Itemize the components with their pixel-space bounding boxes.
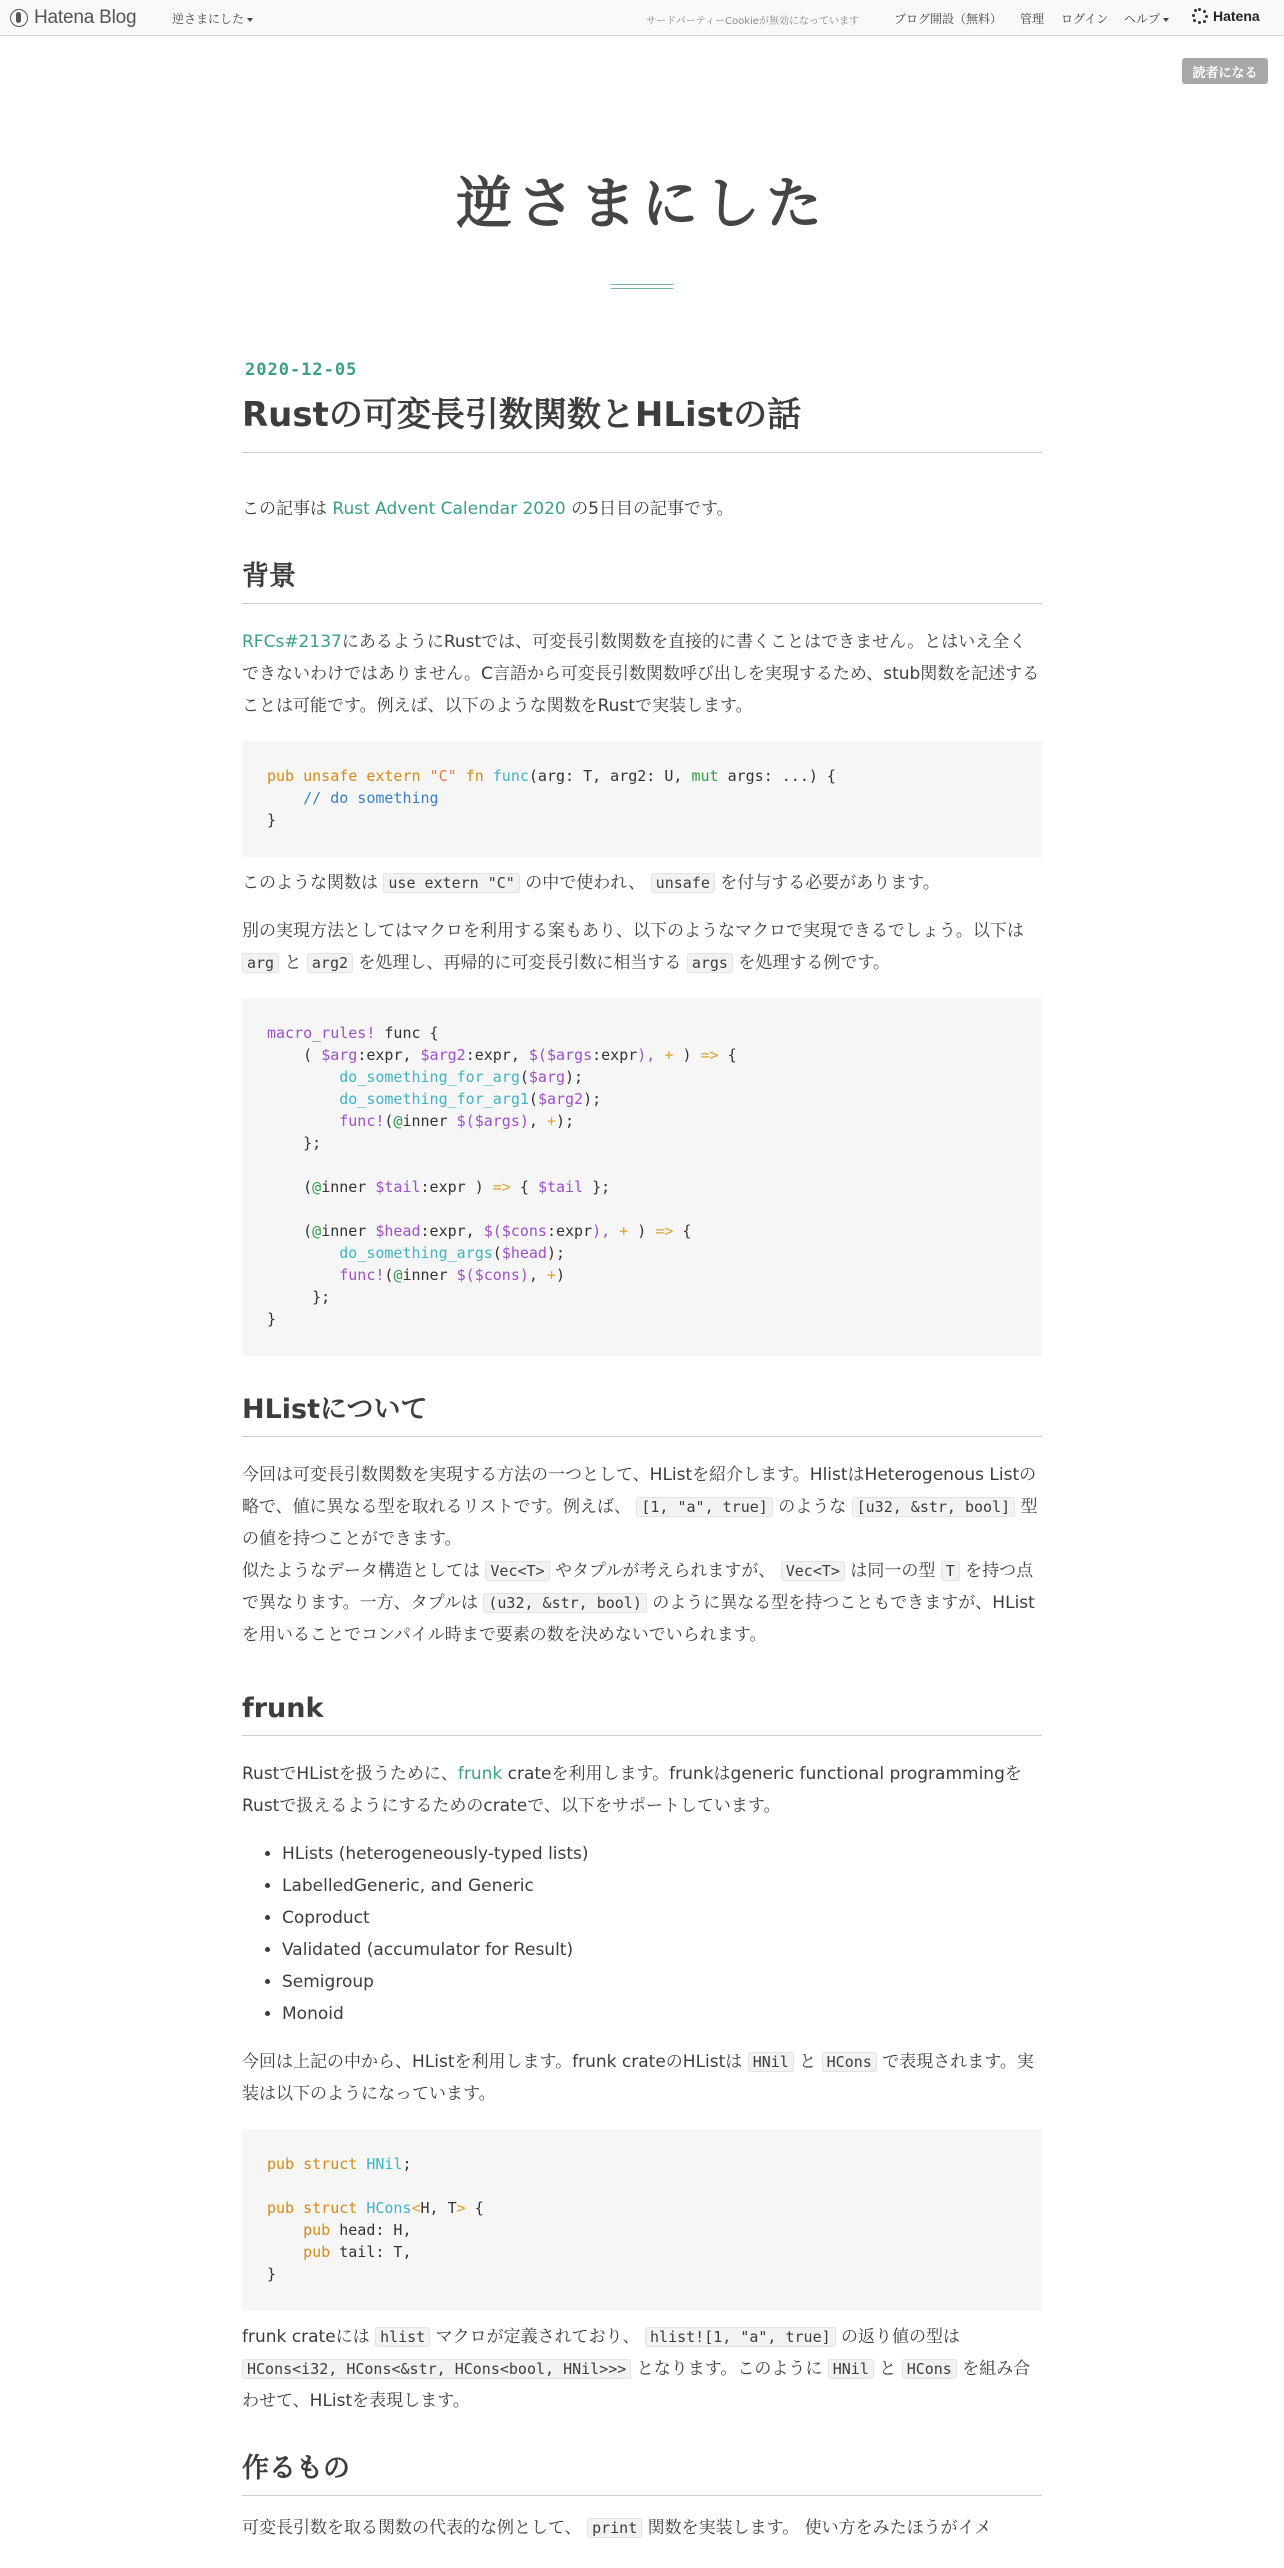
code-token: + (546, 1266, 556, 1284)
code-token: ), (592, 1222, 611, 1240)
blog-name-label: 逆さまにした (172, 12, 245, 26)
code-token: ( (303, 1046, 322, 1064)
code-token: struct (303, 2199, 358, 2217)
code-token: :expr, (465, 1046, 529, 1064)
code-token: pub (267, 2199, 295, 2217)
inline-code: hlist![1, "a", true] (645, 2327, 836, 2347)
code-token: + (546, 1112, 556, 1130)
advent-calendar-link[interactable]: Rust Advent Calendar 2020 (332, 499, 566, 519)
code-token: @ (312, 1178, 322, 1196)
code-token: HCons (366, 2199, 412, 2217)
code-token: => (492, 1178, 511, 1196)
code-token: => (655, 1222, 674, 1240)
hatena-blog-logo[interactable] (10, 7, 136, 29)
code-token: { (718, 1046, 737, 1064)
code-block-hlist (242, 2129, 1042, 2311)
title-divider (611, 284, 673, 289)
text: にあるようにRustでは、可変長引数関数を直接的に書くことはできません。とはいえ全くできないわけではありません。C言語から可変長引数関数呼び出しを実現するため、stub関数を記述することは可能です。例えば、以下のような関数をRustで実装します。 (242, 632, 1040, 716)
code-token: H, T (420, 2199, 457, 2217)
code-token: @ (393, 1112, 403, 1130)
code-token: , (528, 1266, 547, 1284)
code-comment: // do something (303, 789, 439, 807)
code-token: head: H, (330, 2221, 412, 2239)
global-header (0, 0, 1284, 36)
code-token: ( (303, 1178, 313, 1196)
hatena-menu[interactable] (1192, 8, 1260, 24)
code-token: } (267, 1310, 277, 1328)
text: 可変長引数を取る関数の代表的な例として、 (242, 2518, 588, 2538)
code-token: ) (556, 1266, 566, 1284)
list-item: • Monoid (282, 1998, 1042, 2030)
background-paragraph-3 (242, 915, 1042, 979)
code-token: < (411, 2199, 421, 2217)
text: は同一の型 (844, 1561, 941, 1581)
code-token: ), (637, 1046, 656, 1064)
code-block-extern-fn (242, 741, 1042, 857)
inline-code: HCons (902, 2359, 957, 2379)
code-token: $($cons (483, 1222, 547, 1240)
hlist-paragraph-1 (242, 1459, 1042, 1555)
blog-name-menu[interactable] (172, 10, 253, 27)
admin-link[interactable]: 管理 (1020, 12, 1045, 26)
chevron-down-icon (247, 18, 253, 22)
code-token: extern (366, 767, 421, 785)
code-token: $tail (537, 1178, 584, 1196)
list-item: • Semigroup (282, 1966, 1042, 1998)
code-token: func! (339, 1112, 385, 1130)
code-token: => (700, 1046, 719, 1064)
code-token: pub (303, 2243, 331, 2261)
code-token: { (673, 1222, 692, 1240)
inline-code: Vec<T> (781, 1561, 845, 1581)
hatena-label: Hatena (1213, 8, 1260, 24)
list-item: • HLists (heterogeneously-typed lists) (282, 1838, 1042, 1870)
code-token: do_something_args (339, 1244, 493, 1262)
text: を付与する必要があります。 (714, 873, 940, 893)
code-token: @ (393, 1266, 403, 1284)
code-token: inner (402, 1266, 457, 1284)
code-token: + (610, 1222, 638, 1240)
text: 型の値を持つことができます。 (242, 1497, 1038, 1549)
inline-code: (u32, &str, bool) (483, 1593, 647, 1613)
code-token: ( (528, 1090, 538, 1108)
code-token: func (492, 767, 529, 785)
help-label: ヘルプ (1124, 12, 1161, 26)
article (242, 360, 1042, 2544)
code-token: }; (583, 1178, 611, 1196)
code-token: mut (691, 767, 719, 785)
text: やタプルが考えられますが、 (549, 1561, 781, 1581)
inline-code: [1, "a", true] (636, 1497, 772, 1517)
inline-code: args (687, 953, 733, 973)
list-item: • LabelledGeneric, and Generic (282, 1870, 1042, 1902)
code-token: $arg2 (420, 1046, 466, 1064)
inline-code: arg2 (307, 953, 353, 973)
text: 別の実現方法としてはマクロを利用する案もあり、以下のようなマクロで実現できるでしょう。以下は (242, 921, 1024, 941)
code-token: args: ...) { (718, 767, 836, 785)
code-token: func { (375, 1024, 439, 1042)
text: の中で使われ、 (519, 873, 651, 893)
code-token: :expr, (357, 1046, 421, 1064)
inline-code: HCons (822, 2052, 877, 2072)
rfc-link[interactable]: RFCs#2137 (242, 632, 342, 652)
heading-what-to-build: 作るもの (242, 2451, 1042, 2496)
code-token: $tail (375, 1178, 421, 1196)
code-token: do_something_for_arg1 (339, 1090, 529, 1108)
code-token: }; (303, 1134, 322, 1152)
code-token: + (655, 1046, 683, 1064)
code-token: ( (384, 1112, 394, 1130)
inline-code: HNil (748, 2052, 794, 2072)
help-menu[interactable] (1124, 10, 1169, 27)
cookie-notice: サードパーティーCookieが無効になっています (646, 16, 859, 27)
text: を組み合わせて、HListを表現します。 (242, 2359, 1031, 2411)
text: この記事は (242, 499, 333, 519)
code-token: @ (312, 1222, 322, 1240)
code-token: do_something_for_arg (339, 1068, 520, 1086)
code-token: ; (402, 2155, 412, 2173)
code-token: ( (519, 1068, 529, 1086)
code-token: $head (375, 1222, 421, 1240)
code-token: }; (303, 1288, 331, 1306)
text: で表現されます。実装は以下のようになっています。 (242, 2052, 1034, 2104)
code-token: ); (565, 1068, 584, 1086)
inline-code: T (941, 1561, 960, 1581)
text: のように異なる型を持つこともできますが、HListを用いることでコンパイル時まで要素の数を決めないでいられます。 (242, 1593, 1035, 1645)
code-token: :expr (546, 1222, 593, 1240)
code-token: , (528, 1112, 547, 1130)
intro-paragraph (242, 493, 1042, 525)
inline-code: print (587, 2518, 642, 2538)
list-item: • Coproduct (282, 1902, 1042, 1934)
code-token: $arg2 (537, 1090, 584, 1108)
text: と (793, 2052, 822, 2072)
entry-title[interactable]: Rustの可変長引数関数とHListの話 (242, 392, 1042, 453)
code-token: ) (637, 1222, 656, 1240)
text: の返り値の型は (835, 2327, 961, 2347)
code-token: ( (492, 1244, 502, 1262)
code-token: $arg (528, 1068, 566, 1086)
code-token: $($args) (456, 1112, 529, 1130)
hlist-paragraph-2 (242, 1555, 1042, 1651)
chevron-down-icon (1163, 18, 1169, 22)
entry-content (242, 493, 1042, 2544)
heading-background: 背景 (242, 559, 1042, 604)
code-token: > (456, 2199, 466, 2217)
frunk-feature-list (242, 1838, 1042, 2030)
subscribe-button[interactable]: 読者になる (1182, 58, 1268, 84)
frunk-paragraph-2 (242, 2046, 1042, 2110)
code-token: ( (384, 1266, 394, 1284)
hatena-blog-logo-icon (10, 9, 28, 27)
code-token: ); (546, 1244, 566, 1262)
code-token: pub (267, 2155, 295, 2173)
code-token: } (267, 811, 277, 829)
text: を処理し、再帰的に可変長引数に相当する (353, 953, 687, 973)
inline-code: hlist (375, 2327, 430, 2347)
code-token: $($args (528, 1046, 593, 1064)
code-token: unsafe (303, 767, 358, 785)
inline-code: HCons<i32, HCons<&str, HCons<bool, HNil>>> (242, 2359, 631, 2379)
text: の5日目の記事です。 (565, 499, 734, 519)
login-link[interactable]: ログイン (1061, 12, 1109, 26)
code-token: pub (303, 2221, 331, 2239)
code-token: pub (267, 767, 295, 785)
code-token: ) (682, 1046, 701, 1064)
inline-code: [u32, &str, bool] (852, 1497, 1016, 1517)
background-paragraph-1 (242, 626, 1042, 722)
text: を持つ点で異なります。一方、タプルは (242, 1561, 1034, 1613)
text: と (279, 953, 307, 973)
code-token: macro_rules! (267, 1024, 376, 1042)
signup-link[interactable]: ブログ開設（無料） (894, 12, 1003, 26)
code-token: :expr, (420, 1222, 484, 1240)
code-token: func! (339, 1266, 385, 1284)
code-token: $head (501, 1244, 547, 1262)
code-token: ( (303, 1222, 313, 1240)
code-token: ); (556, 1112, 575, 1130)
code-token: inner (321, 1178, 376, 1196)
inline-code: Vec<T> (485, 1561, 549, 1581)
heading-hlist: HListについて (242, 1392, 1042, 1437)
code-token: inner (402, 1112, 457, 1130)
hatena-dots-icon (1192, 8, 1208, 24)
text: と (873, 2359, 902, 2379)
code-token: { (465, 2199, 484, 2217)
entry-date[interactable]: 2020-12-05 (245, 360, 358, 380)
blog-title[interactable]: 逆さまにした (456, 172, 828, 237)
inline-code: unsafe (651, 873, 715, 893)
code-token: :expr (592, 1046, 638, 1064)
text: crateを利用します。frunkはgeneric functional programmingをRustで扱えるようにするためのcrateで、以下をサポートしています。 (242, 1764, 1022, 1816)
text: 今回は可変長引数関数を実現する方法の一つとして、HListを紹介します。HlistはHeterogenous Listの略で、値に異なる型を取れるリストです。例えば、 (242, 1465, 1037, 1517)
text: のような (772, 1497, 852, 1517)
list-item: • Validated (accumulator for Result) (282, 1934, 1042, 1966)
frunk-paragraph-1 (242, 1758, 1042, 1822)
frunk-paragraph-3 (242, 2321, 1042, 2417)
logo-text: Hatena Blog (34, 7, 137, 28)
code-token: tail: T, (330, 2243, 412, 2261)
code-token: "C" (429, 767, 457, 785)
build-paragraph-1 (242, 2512, 1042, 2544)
text: 似たようなデータ構造としては (242, 1561, 486, 1581)
code-token: ); (583, 1090, 602, 1108)
frunk-link[interactable]: frunk (457, 1764, 503, 1784)
code-token: { (510, 1178, 538, 1196)
inline-code: HNil (828, 2359, 874, 2379)
code-token: $($cons) (456, 1266, 529, 1284)
text: このような関数は (242, 873, 384, 893)
text: となります。このように (631, 2359, 828, 2379)
code-block-macro (242, 998, 1042, 1356)
text: RustでHListを扱うために、 (242, 1764, 458, 1784)
code-token: } (267, 2265, 277, 2283)
code-token: HNil (366, 2155, 403, 2173)
background-paragraph-2 (242, 867, 1042, 899)
code-token: (arg: T, arg2: U, (528, 767, 692, 785)
text: を処理する例です。 (732, 953, 891, 973)
text: 今回は上記の中から、HListを利用します。frunk crateのHListは (242, 2052, 748, 2072)
code-token: fn (465, 767, 484, 785)
inline-code: use extern "C" (383, 873, 519, 893)
text: マクロが定義されており、 (430, 2327, 646, 2347)
code-token: struct (303, 2155, 358, 2173)
code-token: inner (321, 1222, 376, 1240)
code-token: :expr ) (420, 1178, 493, 1196)
text: frunk crateには (242, 2327, 376, 2347)
code-token: $arg (321, 1046, 358, 1064)
heading-frunk: frunk (242, 1691, 1042, 1736)
text: 関数を実装します。 使い方をみたほうがイメ (642, 2518, 992, 2538)
inline-code: arg (242, 953, 279, 973)
